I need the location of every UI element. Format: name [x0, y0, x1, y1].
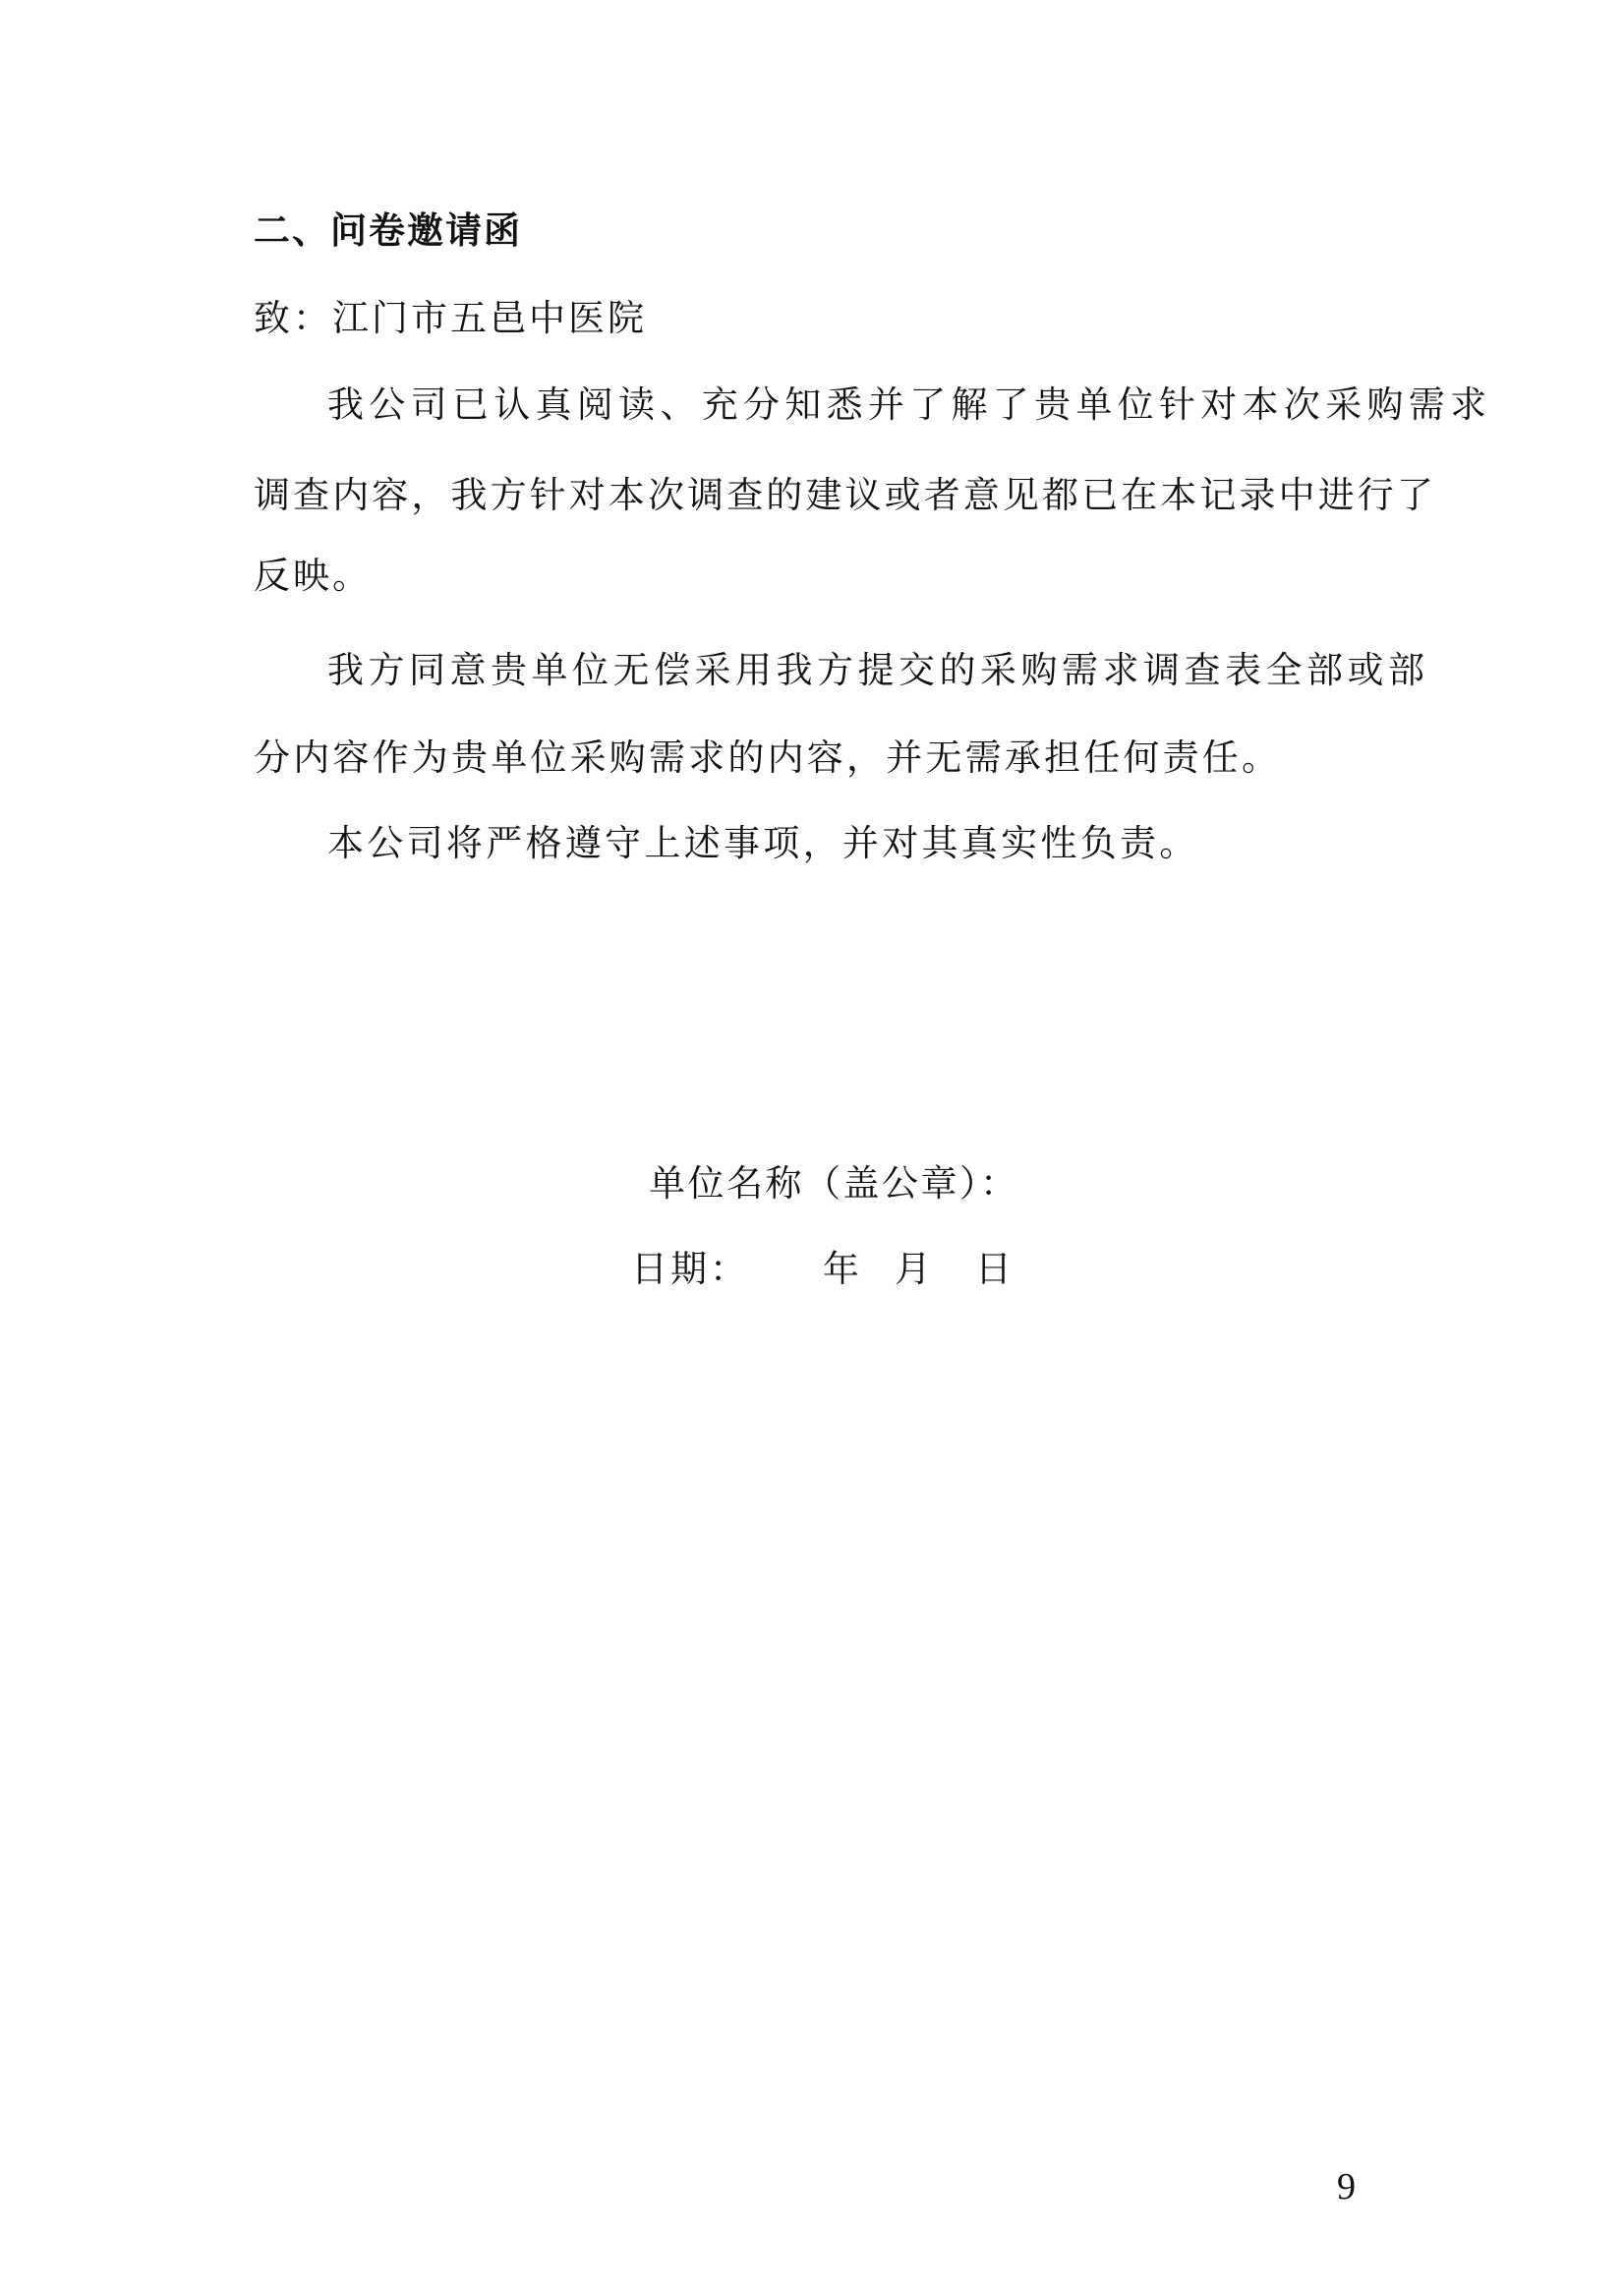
paragraph-line: 本公司将严格遵守上述事项，并对其真实性负责。	[327, 822, 1199, 864]
page-number: 9	[1337, 2166, 1356, 2208]
company-name-label: 单位名称（盖公章）：	[649, 1162, 1019, 1205]
section-heading: 二、问卷邀请函	[254, 208, 522, 252]
paragraph-line: 分内容作为贵单位采购需求的内容，并无需承担任何责任。	[254, 736, 1282, 779]
paragraph-line: 反映。	[254, 555, 372, 597]
date-label: 日期：	[631, 1248, 749, 1290]
paragraph-line: 调查内容，我方针对本次调查的建议或者意见都已在本记录中进行了	[254, 474, 1436, 516]
date-day-label: 日	[975, 1248, 1015, 1290]
addressee: 致：江门市五邑中医院	[254, 297, 647, 339]
date-month-label: 月	[895, 1248, 934, 1290]
paragraph-line: 我方同意贵单位无偿采用我方提交的采购需求调查表全部或部	[327, 649, 1429, 691]
date-year-label: 年	[823, 1248, 862, 1290]
paragraph-line: 我公司已认真阅读、充分知悉并了解了贵单位针对本次采购需求	[327, 383, 1492, 426]
